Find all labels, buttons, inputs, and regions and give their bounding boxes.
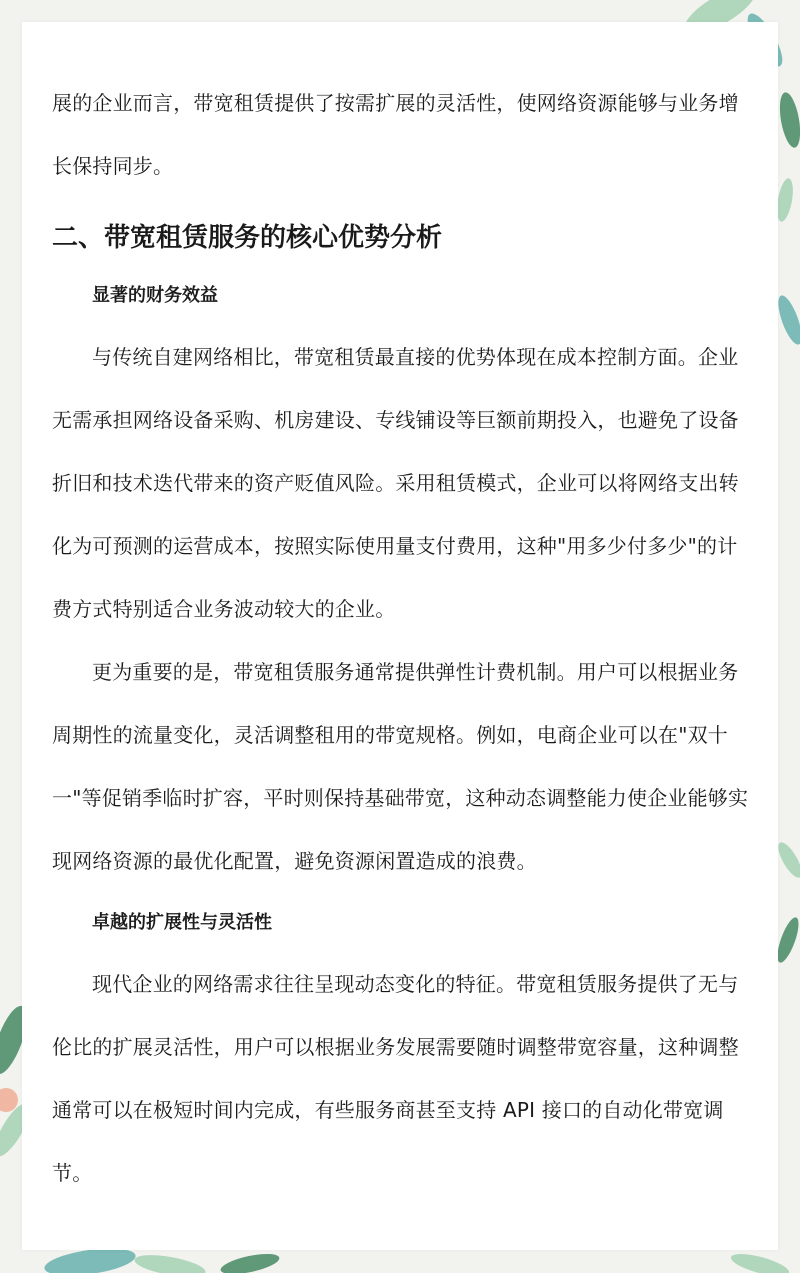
section-heading: 二、带宽租赁服务的核心优势分析 xyxy=(52,223,443,253)
article-card xyxy=(22,22,778,1250)
subsection-title-scalability: 卓越的扩展性与灵活性 xyxy=(92,912,272,933)
subsection-title-financial: 显著的财务效益 xyxy=(92,285,218,306)
paragraph-scalability: 现代企业的网络需求往往呈现动态变化的特征。带宽租赁服务提供了无与伦比的扩展灵活性，用户可以根据业务发展需要随时调整带宽容量，这种调整通常可以在极短时间内完成，有些服务商甚至支持 API 接口的自动化带宽调节。 xyxy=(52,972,739,1185)
article-content xyxy=(52,72,752,1205)
intro-paragraph: 展的企业而言，带宽租赁提供了按需扩展的灵活性，使网络资源能够与业务增长保持同步。 xyxy=(52,91,739,178)
paragraph-cost-control: 与传统自建网络相比，带宽租赁最直接的优势体现在成本控制方面。企业无需承担网络设备采购、机房建设、专线铺设等巨额前期投入，也避免了设备折旧和技术迭代带来的资产贬值风险。采用租赁模式，企业可以将网络支出转化为可预测的运营成本，按照实际使用量支付费用，这种"用多少付多少"的计费方式特别适合业务波动较大的企业。 xyxy=(52,345,739,621)
paragraph-elastic-billing: 更为重要的是，带宽租赁服务通常提供弹性计费机制。用户可以根据业务周期性的流量变化，灵活调整租用的带宽规格。例如，电商企业可以在"双十一"等促销季临时扩容，平时则保持基础带宽，这种动态调整能力使企业能够实现网络资源的最优化配置，避免资源闲置造成的浪费。 xyxy=(52,660,749,873)
